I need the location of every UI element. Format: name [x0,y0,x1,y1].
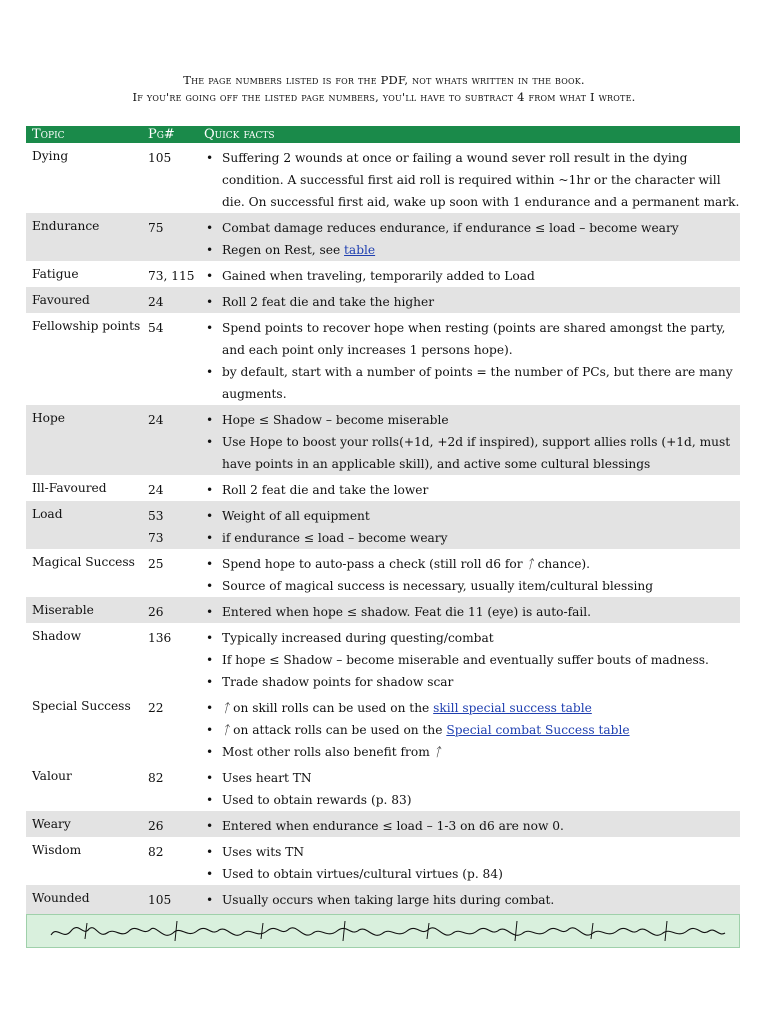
topic-cell: Special Success [32,699,131,713]
fact-item [204,889,740,911]
page-number-cell [142,501,198,549]
fact-text: Spend points to recover hope when resting (points are shared amongst the party, and each point only increases 1 persons hope). [222,321,726,357]
fact-item [204,431,740,475]
topic-cell: Fatigue [32,267,79,281]
page-number-cell [142,837,198,885]
page-number-cell [142,261,198,287]
page-number-cell [142,475,198,501]
quick-facts-cell [198,549,740,597]
table-header-row [26,126,740,143]
fact-item [204,147,740,213]
reference-link-skill-special-success-table[interactable]: skill special success table [433,701,592,715]
fact-text: Used to obtain virtues/cultural virtues (p. 84) [222,867,503,881]
fact-text: if endurance ≤ load – become weary [222,531,448,545]
column-header-page: Pg# [142,126,198,143]
page-number-cell [142,405,198,475]
facts-list [204,291,740,313]
page-number: 53 [148,509,164,523]
topic-cell: Ill-Favoured [32,481,107,495]
quick-facts-cell [198,693,740,763]
fact-text: Spend hope to auto-pass a check (still roll d6 for [222,557,527,571]
table-row-weary [26,811,740,837]
page-number-cell [142,549,198,597]
fact-text: Hope ≤ Shadow – become miserable [222,413,449,427]
page-number-cell [142,623,198,693]
facts-list [204,601,740,623]
fact-item [204,409,740,431]
table-row-load [26,501,740,549]
table-row-miserable [26,597,740,623]
fact-text: on attack rolls can be used on the [229,723,447,737]
fact-item [204,863,740,885]
fact-item [204,265,740,287]
quick-facts-cell [198,287,740,313]
fact-text-suffix: chance). [533,557,591,571]
fact-item [204,361,740,405]
page-number-cell [142,763,198,811]
fact-item [204,479,740,501]
fact-item [204,627,740,649]
fact-item [204,815,740,837]
topic-cell: Load [26,501,142,549]
fact-text: on skill rolls can be used on the [229,701,434,715]
quick-facts-cell [198,597,740,623]
page-number-cell [142,213,198,261]
fact-text: Weight of all equipment [222,509,370,523]
table-row-endurance [26,213,740,261]
page-number-cell [142,287,198,313]
quick-facts-cell [198,623,740,693]
fact-text: Uses wits TN [222,845,305,859]
topic-cell: Shadow [32,629,82,643]
fact-text: Suffering 2 wounds at once or failing a wound sever roll result in the dying condition. A successful first aid roll is required within ~1hr or the character will die. On successful first aid, wake up soon with 1 endurance and a permanent mark. [222,151,740,209]
topic-cell: Wisdom [32,843,82,857]
tengwar-script-banner [26,914,740,948]
quick-facts-cell [198,811,740,837]
facts-list [204,841,740,885]
table-row-fatigue [26,261,740,287]
page-number: 25 [148,557,164,571]
fact-item [204,719,740,741]
fact-text: Used to obtain rewards (p. 83) [222,793,412,807]
page-number: 24 [148,483,164,497]
fact-item [204,553,740,575]
fact-item [204,575,740,597]
facts-list [204,553,740,597]
fact-item [204,239,740,261]
page-number-cell [142,811,198,837]
table-row-magical-success [26,549,740,597]
page-number: 136 [148,631,172,645]
page-number: 26 [148,819,164,833]
fact-item [204,767,740,789]
table-row-fellowship-points [26,313,740,405]
quick-facts-cell [198,837,740,885]
fact-item [204,217,740,239]
fact-item [204,671,740,693]
fact-text: by default, start with a number of points = the number of PCs, but there are many augments. [222,365,733,401]
gandalf-rune-icon: ᛏ [526,557,534,571]
gandalf-rune-icon: ᛏ [222,701,230,715]
page-number: 82 [148,771,164,785]
fact-item [204,601,740,623]
facts-list [204,217,740,261]
column-header-quick-facts: Quick facts [198,126,740,143]
page-number: 82 [148,845,164,859]
tengwar-calligraphy-image [27,915,739,947]
table-row-hope [26,405,740,475]
page-number: 105 [148,151,172,165]
facts-list [204,505,740,549]
facts-list [204,627,740,693]
quick-facts-cell [198,261,740,287]
gandalf-rune-icon: ᛏ [433,745,441,759]
facts-list [204,767,740,811]
page-number: 73, 115 [148,269,195,283]
fact-item [204,649,740,671]
quick-facts-cell [198,475,740,501]
facts-list [204,815,740,837]
quick-facts-cell [198,213,740,261]
page-number: 105 [148,893,172,907]
page-number: 54 [148,321,164,335]
fact-text: Typically increased during questing/combat [222,631,494,645]
table-row-wisdom [26,837,740,885]
table-row-special-success [26,693,740,763]
page-note-line-1: The page numbers listed is for the PDF, not whats written in the book. [183,73,585,87]
topic-cell: Favoured [26,287,142,313]
page-number-cell [142,597,198,623]
table-row-valour [26,763,740,811]
topic-cell: Miserable [26,597,142,623]
fact-text: Regen on Rest, see [222,243,345,257]
fact-text: Usually occurs when taking large hits during combat. [222,893,555,907]
facts-list [204,479,740,501]
reference-link-table[interactable]: table [344,243,376,257]
fact-item [204,789,740,811]
page-number-cell [142,313,198,405]
fact-item [204,697,740,719]
topic-cell: Weary [26,811,142,837]
fact-item [204,505,740,527]
facts-list [204,147,740,213]
fact-text: Most other rolls also benefit from [222,745,434,759]
quick-facts-cell [198,313,740,405]
facts-list [204,317,740,405]
fact-text: Use Hope to boost your rolls(+1d, +2d if inspired), support allies rolls (+1d, must have points in an applicable skill), and active some cultural blessings [222,435,731,471]
page-number: 22 [148,701,164,715]
table-row-shadow [26,623,740,693]
page-number: 26 [148,605,164,619]
gandalf-rune-icon: ᛏ [222,723,230,737]
fact-text: Gained when traveling, temporarily added to Load [222,269,535,283]
page-number: 73 [148,531,164,545]
topic-cell: Fellowship points [32,319,141,333]
facts-list [204,409,740,475]
page-note [0,72,768,106]
quick-facts-cell [198,405,740,475]
page-number: 75 [148,221,164,235]
fact-item [204,841,740,863]
topic-cell: Wounded [26,885,142,933]
page-number: 24 [148,295,164,309]
page-number-cell [142,143,198,213]
page-note-line-2: If you're going off the listed page numbers, you'll have to subtract 4 from what I wrote. [132,90,636,104]
page-number-cell [142,693,198,763]
quick-rules-table [26,126,740,933]
table-row-ill-favoured [26,475,740,501]
topic-cell: Valour [32,769,72,783]
fact-text: Combat damage reduces endurance, if endurance ≤ load – become weary [222,221,679,235]
page-number: 24 [148,413,164,427]
fact-text: Roll 2 feat die and take the lower [222,483,429,497]
quick-facts-cell [198,763,740,811]
table-row-favoured [26,287,740,313]
quick-facts-cell [198,501,740,549]
quick-facts-cell [198,143,740,213]
fact-item [204,291,740,313]
topic-cell: Dying [32,149,69,163]
fact-text: Entered when endurance ≤ load – 1-3 on d6 are now 0. [222,819,564,833]
facts-list [204,265,740,287]
column-header-topic: Topic [26,126,142,143]
fact-text: If hope ≤ Shadow – become miserable and eventually suffer bouts of madness. [222,653,709,667]
fact-text: Entered when hope ≤ shadow. Feat die 11 (eye) is auto-fail. [222,605,592,619]
fact-text: Uses heart TN [222,771,312,785]
table-row-dying [26,143,740,213]
fact-item [204,317,740,361]
topic-cell: Hope [26,405,142,475]
topic-cell: Magical Success [32,555,135,569]
fact-text: Roll 2 feat die and take the higher [222,295,435,309]
topic-cell: Endurance [26,213,142,261]
fact-text: Source of magical success is necessary, usually item/cultural blessing [222,579,654,593]
reference-link-special-combat-success-table[interactable]: Special combat Success table [446,723,630,737]
fact-item [204,741,740,763]
fact-text: Trade shadow points for shadow scar [222,675,454,689]
fact-item [204,527,740,549]
facts-list [204,697,740,763]
